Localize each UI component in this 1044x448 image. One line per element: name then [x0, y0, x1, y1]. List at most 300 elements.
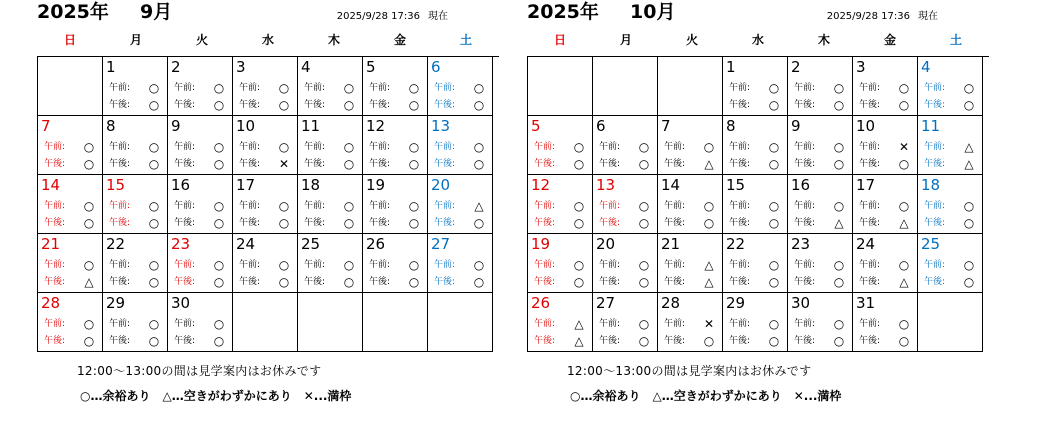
morning-label: 午前: [794, 201, 816, 211]
afternoon-availability-mark: ○ [343, 275, 355, 289]
morning-label: 午前: [109, 319, 131, 329]
morning-slot [109, 258, 164, 272]
afternoon-availability-mark: ○ [573, 216, 585, 230]
morning-slot [859, 140, 914, 154]
morning-availability-mark: ○ [638, 317, 650, 331]
afternoon-availability-mark: ○ [573, 275, 585, 289]
day-number: 22 [726, 235, 746, 253]
afternoon-slot [729, 157, 784, 171]
weekday-monday: 月 [129, 33, 142, 47]
afternoon-slot [729, 334, 784, 348]
afternoon-slot [599, 275, 654, 289]
morning-slot [434, 258, 489, 272]
day-cell [723, 57, 788, 116]
day-number: 27 [596, 294, 616, 312]
day-cell [168, 175, 233, 234]
day-number: 21 [41, 235, 61, 253]
afternoon-availability-mark: ○ [343, 157, 355, 171]
day-cell [723, 175, 788, 234]
morning-availability-mark: ○ [148, 199, 160, 213]
afternoon-label: 午後: [599, 218, 621, 228]
morning-availability-mark: ○ [833, 317, 845, 331]
afternoon-slot [174, 216, 229, 230]
afternoon-slot [434, 98, 489, 112]
morning-slot [859, 258, 914, 272]
afternoon-label: 午後: [924, 159, 946, 169]
morning-availability-mark: ○ [703, 140, 715, 154]
afternoon-availability-mark: ○ [148, 275, 160, 289]
day-cell [168, 116, 233, 175]
afternoon-availability-mark: ○ [278, 275, 290, 289]
afternoon-label: 午後: [859, 159, 881, 169]
weekday-saturday: 土 [949, 33, 962, 47]
afternoon-label: 午後: [924, 100, 946, 110]
afternoon-label: 午後: [434, 100, 456, 110]
morning-label: 午前: [304, 83, 326, 93]
afternoon-availability-mark: ○ [833, 157, 845, 171]
morning-label: 午前: [174, 142, 196, 152]
afternoon-slot [304, 216, 359, 230]
day-cell [168, 234, 233, 293]
afternoon-slot [44, 275, 99, 289]
day-cell [593, 175, 658, 234]
morning-label: 午前: [174, 319, 196, 329]
morning-availability-mark: ○ [148, 140, 160, 154]
afternoon-availability-mark: ○ [278, 216, 290, 230]
morning-availability-mark: ○ [898, 199, 910, 213]
afternoon-label: 午後: [434, 218, 456, 228]
afternoon-slot [534, 157, 589, 171]
morning-slot [599, 140, 654, 154]
afternoon-availability-mark: ○ [83, 334, 95, 348]
calendar-grid [37, 56, 499, 352]
afternoon-slot [664, 275, 719, 289]
availability-legend: ○…余裕あり △…空きがわずかにあり ✕...満枠 [80, 389, 352, 403]
day-cell [528, 175, 593, 234]
weekday-thursday: 木 [817, 33, 830, 47]
afternoon-slot [174, 98, 229, 112]
day-number: 13 [431, 117, 451, 135]
day-cell [428, 175, 493, 234]
afternoon-availability-mark: ○ [213, 334, 225, 348]
afternoon-slot [44, 157, 99, 171]
day-number: 28 [661, 294, 681, 312]
day-number: 26 [366, 235, 386, 253]
afternoon-label: 午後: [599, 277, 621, 287]
morning-availability-mark: ○ [343, 199, 355, 213]
morning-label: 午前: [729, 319, 751, 329]
day-cell [38, 175, 103, 234]
afternoon-label: 午後: [664, 277, 686, 287]
empty-cell [658, 57, 723, 116]
afternoon-slot [794, 157, 849, 171]
morning-label: 午前: [239, 83, 261, 93]
day-number: 21 [661, 235, 681, 253]
day-number: 11 [921, 117, 941, 135]
afternoon-slot [859, 334, 914, 348]
day-cell [528, 116, 593, 175]
updated-label: 現在 [918, 11, 938, 22]
afternoon-availability-mark: ○ [768, 275, 780, 289]
afternoon-slot [239, 275, 294, 289]
afternoon-label: 午後: [924, 277, 946, 287]
updated-timestamp [827, 7, 938, 22]
day-number: 12 [366, 117, 386, 135]
afternoon-slot [924, 157, 979, 171]
afternoon-slot [794, 275, 849, 289]
day-cell [723, 293, 788, 352]
morning-slot [534, 199, 589, 213]
day-number: 9 [791, 117, 801, 135]
day-number: 14 [661, 176, 681, 194]
day-cell [593, 234, 658, 293]
day-number: 6 [596, 117, 606, 135]
day-cell [363, 234, 428, 293]
day-cell [918, 116, 983, 175]
morning-availability-mark: ○ [408, 258, 420, 272]
afternoon-label: 午後: [859, 100, 881, 110]
day-cell [788, 175, 853, 234]
empty-cell [233, 293, 298, 352]
morning-slot [304, 258, 359, 272]
day-cell [428, 116, 493, 175]
afternoon-label: 午後: [304, 159, 326, 169]
morning-slot [859, 199, 914, 213]
day-cell [298, 116, 363, 175]
day-number: 1 [106, 58, 116, 76]
morning-label: 午前: [664, 319, 686, 329]
afternoon-label: 午後: [174, 159, 196, 169]
afternoon-availability-mark: ✕ [278, 157, 290, 171]
morning-availability-mark: △ [574, 317, 584, 331]
morning-slot [369, 140, 424, 154]
morning-slot [44, 140, 99, 154]
morning-availability-mark: ○ [963, 199, 975, 213]
day-cell [788, 293, 853, 352]
day-cell [103, 293, 168, 352]
morning-label: 午前: [599, 201, 621, 211]
morning-slot [599, 199, 654, 213]
day-number: 14 [41, 176, 61, 194]
afternoon-availability-mark: △ [834, 216, 844, 230]
day-cell [658, 234, 723, 293]
day-number: 18 [921, 176, 941, 194]
day-number: 29 [726, 294, 746, 312]
morning-label: 午前: [534, 201, 556, 211]
afternoon-label: 午後: [369, 159, 391, 169]
morning-availability-mark: ○ [768, 258, 780, 272]
day-number: 11 [301, 117, 321, 135]
day-number: 24 [856, 235, 876, 253]
morning-availability-mark: ○ [638, 140, 650, 154]
afternoon-availability-mark: ○ [408, 216, 420, 230]
morning-label: 午前: [859, 319, 881, 329]
morning-label: 午前: [44, 201, 66, 211]
day-cell [103, 116, 168, 175]
afternoon-availability-mark: △ [704, 157, 714, 171]
morning-slot [434, 199, 489, 213]
afternoon-label: 午後: [174, 277, 196, 287]
afternoon-label: 午後: [109, 277, 131, 287]
empty-cell [38, 57, 103, 116]
afternoon-slot [534, 334, 589, 348]
day-cell [723, 234, 788, 293]
morning-slot [369, 81, 424, 95]
availability-legend: ○…余裕あり △…空きがわずかにあり ✕...満枠 [570, 389, 842, 403]
morning-slot [239, 199, 294, 213]
afternoon-slot [174, 275, 229, 289]
morning-slot [174, 199, 229, 213]
morning-availability-mark: △ [964, 140, 974, 154]
day-cell [723, 116, 788, 175]
morning-label: 午前: [794, 319, 816, 329]
afternoon-label: 午後: [794, 277, 816, 287]
updated-label: 現在 [428, 11, 448, 22]
morning-availability-mark: ○ [833, 199, 845, 213]
morning-availability-mark: ○ [83, 317, 95, 331]
morning-slot [729, 199, 784, 213]
afternoon-label: 午後: [434, 277, 456, 287]
morning-availability-mark: ○ [768, 140, 780, 154]
morning-slot [369, 199, 424, 213]
afternoon-slot [729, 98, 784, 112]
morning-label: 午前: [924, 83, 946, 93]
afternoon-availability-mark: ○ [638, 216, 650, 230]
morning-slot [44, 258, 99, 272]
afternoon-availability-mark: ○ [833, 334, 845, 348]
afternoon-availability-mark: ○ [963, 216, 975, 230]
day-cell [233, 57, 298, 116]
morning-availability-mark: ○ [148, 258, 160, 272]
morning-availability-mark: ○ [213, 258, 225, 272]
afternoon-slot [109, 334, 164, 348]
morning-slot [924, 81, 979, 95]
afternoon-availability-mark: ○ [638, 334, 650, 348]
day-cell [298, 234, 363, 293]
afternoon-label: 午後: [239, 100, 261, 110]
morning-slot [174, 81, 229, 95]
morning-availability-mark: ○ [408, 140, 420, 154]
afternoon-slot [664, 334, 719, 348]
empty-cell [593, 57, 658, 116]
morning-availability-mark: ○ [473, 140, 485, 154]
day-cell [853, 293, 918, 352]
weekday-friday: 金 [393, 33, 406, 47]
day-number: 22 [106, 235, 126, 253]
morning-label: 午前: [434, 201, 456, 211]
day-number: 23 [791, 235, 811, 253]
day-cell [103, 234, 168, 293]
lunch-break-note: 12:00～13:00の間は見学案内はお休みです [567, 364, 812, 378]
afternoon-slot [794, 98, 849, 112]
afternoon-availability-mark: △ [899, 275, 909, 289]
afternoon-slot [794, 334, 849, 348]
morning-slot [534, 258, 589, 272]
empty-cell [363, 293, 428, 352]
afternoon-label: 午後: [664, 218, 686, 228]
afternoon-slot [174, 334, 229, 348]
day-number: 30 [171, 294, 191, 312]
morning-availability-mark: ○ [638, 258, 650, 272]
afternoon-slot [859, 157, 914, 171]
afternoon-label: 午後: [239, 218, 261, 228]
morning-label: 午前: [664, 201, 686, 211]
morning-availability-mark: ○ [83, 258, 95, 272]
morning-availability-mark: ○ [573, 199, 585, 213]
morning-label: 午前: [599, 142, 621, 152]
morning-slot [664, 199, 719, 213]
afternoon-label: 午後: [534, 159, 556, 169]
day-cell [363, 116, 428, 175]
day-number: 5 [366, 58, 376, 76]
afternoon-availability-mark: ○ [703, 216, 715, 230]
afternoon-availability-mark: ○ [148, 334, 160, 348]
day-number: 24 [236, 235, 256, 253]
afternoon-label: 午後: [174, 218, 196, 228]
morning-slot [44, 199, 99, 213]
day-number: 26 [531, 294, 551, 312]
day-number: 19 [531, 235, 551, 253]
day-number: 27 [431, 235, 451, 253]
day-cell [103, 57, 168, 116]
afternoon-label: 午後: [44, 218, 66, 228]
updated-datetime: 2025/9/28 17:36 [336, 11, 420, 22]
afternoon-label: 午後: [599, 336, 621, 346]
day-cell [233, 175, 298, 234]
morning-label: 午前: [924, 260, 946, 270]
day-cell [298, 57, 363, 116]
morning-label: 午前: [304, 260, 326, 270]
morning-availability-mark: ○ [768, 81, 780, 95]
morning-label: 午前: [434, 83, 456, 93]
morning-availability-mark: ○ [278, 81, 290, 95]
afternoon-availability-mark: ○ [473, 157, 485, 171]
day-cell [528, 234, 593, 293]
afternoon-availability-mark: ○ [148, 216, 160, 230]
morning-availability-mark: ○ [213, 199, 225, 213]
afternoon-availability-mark: ○ [573, 157, 585, 171]
morning-label: 午前: [174, 83, 196, 93]
updated-timestamp [337, 7, 448, 22]
day-number: 19 [366, 176, 386, 194]
morning-availability-mark: ○ [408, 199, 420, 213]
morning-label: 午前: [304, 201, 326, 211]
day-number: 20 [596, 235, 616, 253]
day-number: 3 [856, 58, 866, 76]
day-number: 5 [531, 117, 541, 135]
morning-availability-mark: ○ [833, 140, 845, 154]
day-number: 30 [791, 294, 811, 312]
day-cell [168, 57, 233, 116]
morning-label: 午前: [369, 142, 391, 152]
morning-label: 午前: [239, 142, 261, 152]
afternoon-label: 午後: [729, 277, 751, 287]
afternoon-label: 午後: [664, 159, 686, 169]
afternoon-label: 午後: [304, 218, 326, 228]
morning-slot [729, 81, 784, 95]
afternoon-availability-mark: ○ [833, 98, 845, 112]
morning-label: 午前: [44, 142, 66, 152]
day-number: 3 [236, 58, 246, 76]
morning-label: 午前: [44, 260, 66, 270]
day-cell [658, 175, 723, 234]
lunch-break-note: 12:00～13:00の間は見学案内はお休みです [77, 364, 322, 378]
morning-slot [174, 317, 229, 331]
afternoon-slot [369, 98, 424, 112]
morning-availability-mark: ○ [473, 258, 485, 272]
year-label: 2025年 [37, 1, 109, 23]
afternoon-slot [239, 157, 294, 171]
morning-slot [729, 140, 784, 154]
afternoon-label: 午後: [369, 277, 391, 287]
morning-label: 午前: [369, 201, 391, 211]
afternoon-availability-mark: ○ [148, 157, 160, 171]
day-cell [233, 234, 298, 293]
afternoon-availability-mark: ○ [963, 98, 975, 112]
morning-availability-mark: ○ [898, 81, 910, 95]
afternoon-availability-mark: ○ [638, 157, 650, 171]
afternoon-availability-mark: ○ [898, 98, 910, 112]
morning-availability-mark: ○ [703, 199, 715, 213]
day-number: 18 [301, 176, 321, 194]
day-cell [853, 234, 918, 293]
morning-label: 午前: [729, 142, 751, 152]
morning-label: 午前: [859, 260, 881, 270]
afternoon-slot [369, 157, 424, 171]
afternoon-slot [369, 216, 424, 230]
afternoon-availability-mark: △ [964, 157, 974, 171]
afternoon-availability-mark: ○ [833, 275, 845, 289]
afternoon-slot [434, 157, 489, 171]
morning-label: 午前: [534, 142, 556, 152]
morning-label: 午前: [109, 142, 131, 152]
morning-label: 午前: [174, 260, 196, 270]
morning-label: 午前: [729, 201, 751, 211]
morning-label: 午前: [859, 83, 881, 93]
day-number: 7 [661, 117, 671, 135]
day-number: 4 [301, 58, 311, 76]
afternoon-slot [859, 275, 914, 289]
day-number: 12 [531, 176, 551, 194]
morning-slot [859, 81, 914, 95]
morning-label: 午前: [599, 260, 621, 270]
morning-slot [534, 317, 589, 331]
afternoon-label: 午後: [794, 100, 816, 110]
morning-slot [434, 81, 489, 95]
afternoon-slot [729, 216, 784, 230]
afternoon-label: 午後: [794, 336, 816, 346]
afternoon-label: 午後: [534, 336, 556, 346]
morning-availability-mark: ○ [278, 140, 290, 154]
morning-availability-mark: ○ [408, 81, 420, 95]
day-number: 7 [41, 117, 51, 135]
afternoon-label: 午後: [239, 159, 261, 169]
morning-slot [109, 317, 164, 331]
day-cell [38, 116, 103, 175]
day-cell [918, 57, 983, 116]
afternoon-label: 午後: [174, 100, 196, 110]
afternoon-availability-mark: ○ [963, 275, 975, 289]
morning-label: 午前: [174, 201, 196, 211]
afternoon-label: 午後: [44, 336, 66, 346]
day-cell [528, 293, 593, 352]
afternoon-label: 午後: [44, 159, 66, 169]
morning-label: 午前: [434, 260, 456, 270]
afternoon-label: 午後: [859, 336, 881, 346]
afternoon-availability-mark: ○ [898, 157, 910, 171]
afternoon-label: 午後: [729, 159, 751, 169]
morning-availability-mark: ○ [343, 258, 355, 272]
